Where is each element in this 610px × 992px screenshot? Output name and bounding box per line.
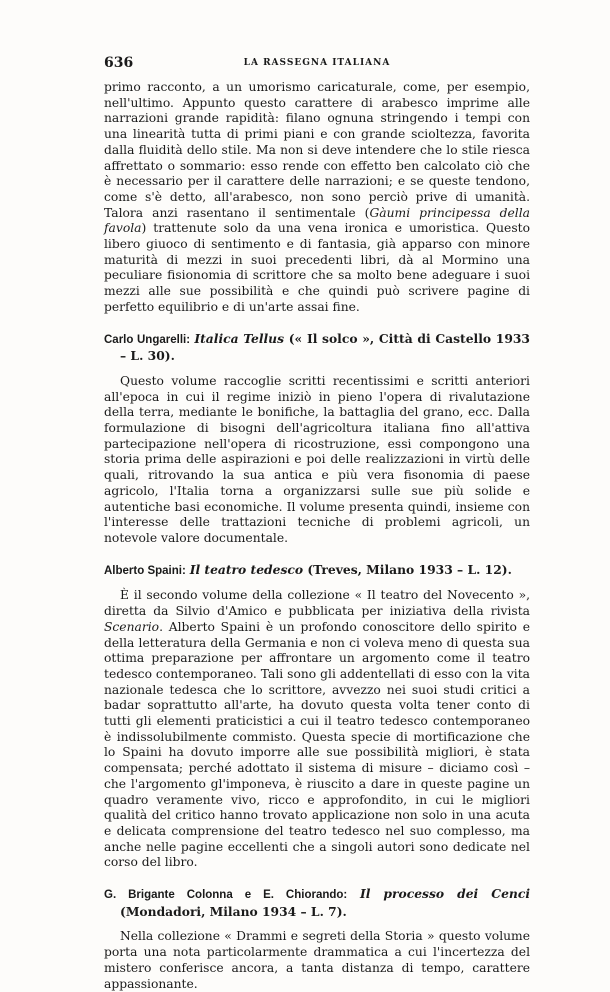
review-heading-spaini (104, 562, 530, 580)
review-text-cenci: Nella collezione « Drammi e segreti della Storia » questo volume porta una nota particolarmente drammatica a cui l'incertezza del mistero conferisce ancora, a tanta distanza di tempo, carattere appassionante. (104, 929, 530, 991)
review-publication: (Mondadori, Milano 1934 – L. 7). (120, 903, 347, 919)
review-text-spaini (104, 588, 530, 871)
review-heading-ungarelli (104, 331, 530, 365)
running-title: LA RASSEGNA ITALIANA (243, 58, 391, 68)
review-author: Alberto Spaini: (104, 564, 186, 577)
review-title: Il processo dei Cenci (359, 886, 530, 902)
intro-paragraph (104, 80, 530, 316)
review-title: Il teatro tedesco (189, 561, 304, 577)
page-header (104, 55, 530, 75)
review-author: Carlo Ungarelli: (104, 333, 191, 346)
review-text-start: È il secondo volume della collezione « Il teatro del Novecento », diretta da Silvio d'Amico e pubblicata per iniziativa della rivista (104, 588, 530, 619)
review-heading-cenci (104, 886, 530, 920)
page-body (104, 80, 530, 992)
review-text-ungarelli: Questo volume raccoglie scritti recentissimi e scritti anteriori all'epoca in cui il regime iniziò in pieno l'opera di rivalutazione della terra, mediante le bonifiche, la battaglia del grano, ecc. Dalla formulazione di bisogni dell'agricoltura italiana fino all'attiva partecipazione nell'opera di ricostruzione, essi compongono una storia prima delle aspirazioni e poi delle realizzazioni in virtù delle quali, ritrovando la sua antica e più vera fisonomia di paese agricolo, l'Italia torna a organizzarsi sulle sue più solide e autentiche basi economiche. Il volume presenta quindi, insieme con l'interesse delle trattazioni tecniche di problemi agricoli, un notevole valore documentale. (104, 373, 530, 545)
review-text-end: . Alberto Spaini è un profondo conoscitore dello spirito e della letteratura della Germania e non ci voleva meno di questa sua ottima preparazione per affrontare un argomento come il teatro tedesco contemporaneo. Tali sono gli addentellati di esso con la vita nazionale tedesca che lo scrittore, avvezzo nei suoi studi critici a badar soprattutto all'arte, ha dovuto questa volta tener conto di tutti gli elementi praticistici a cui il teatro tedesco contemporaneo è indissolubilmente commisto. Questa specie di mortificazione che lo Spaini ha dovuto imporre alle sue possibilità migliori, è stata compensata; perché adottato il sistema di misure – diciamo così – che l'argomento gl'imponeva, è riuscito a dare in queste pagine un quadro veramente vivo, ricco e approfondito, in cui le migliori qualità del critico hanno trovato applicazione non solo in una acuta e delicata comprensione del teatro tedesco nel suo complesso, ma anche nelle pagine eccellenti che a singoli autori sono dedicate nel corso del libro. (104, 619, 530, 870)
review-publication: (« Il solco », Città di Castello 1933 – L. 30). (120, 330, 530, 364)
intro-text-end: ) trattenute solo da una vena ironica e umoristica. Questo libero giuoco di sentimento e di fantasia, già apparso con minore maturità di mezzi in suoi precedenti libri, dà al Mormino una peculiare fisionomia di scrittore che sa molto bene adeguare i suoi mezzi alle sue possibilità e che quindi può scrivere pagine di perfetto equilibrio e di un'arte assai fine. (104, 221, 530, 314)
intro-italic-title: Gàumi principessa della favola (104, 205, 530, 236)
page-number: 636 (104, 55, 134, 71)
intro-text: primo racconto, a un umorismo caricaturale, come, per esempio, nell'ultimo. Appunto questo carattere di arabesco imprime alle narrazioni grande rapidità: filano ognuna stringendo i tempi con una linearità tutta di primi piani e con grande scioltezza, favorita dalla fluidità dello stile. Ma non si deve intendere che lo stile riesca affrettato o sommario: esso rende con effetto ben calcolato ciò che è necessario per il carattere delle narrazioni; e se queste tendono, come s'è detto, all'arabesco, non sono perciò prive di umanità. Talora anzi rasentano il sentimentale ( (104, 80, 530, 220)
review-title: Italica Tellus (194, 330, 285, 346)
review-publication: (Treves, Milano 1933 – L. 12). (303, 561, 512, 577)
review-author: G. Brigante Colonna e E. Chiorando: (104, 889, 348, 902)
review-text-italic: Scenario (104, 619, 160, 634)
